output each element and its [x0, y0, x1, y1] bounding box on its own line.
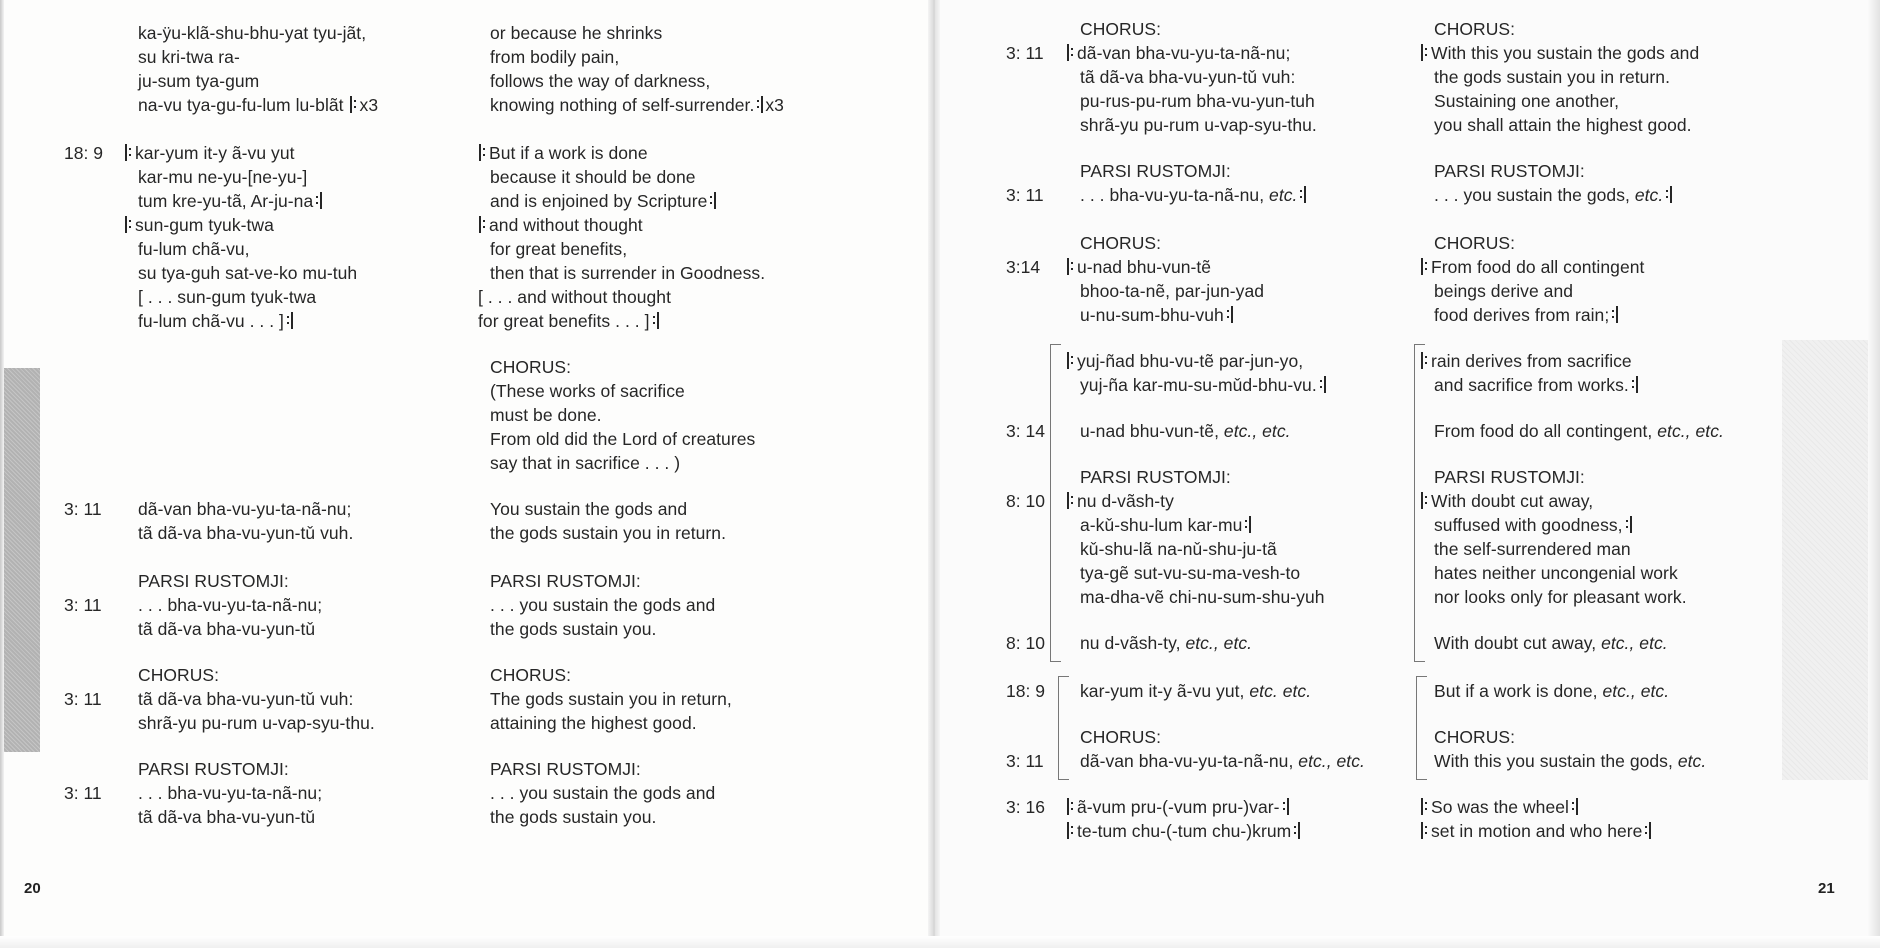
english-line: hates neither uncongenial work [1434, 563, 1678, 583]
left-gray-tab [0, 368, 40, 752]
bracket-translit-a [1050, 344, 1061, 662]
translit-line: pu-rus-pu-rum bha-vu-yun-tuh [1080, 91, 1315, 111]
translit-line: na-vu tya-gu-fu-lum lu-blãt x3 [138, 95, 379, 115]
english-line: from bodily pain, [490, 47, 620, 67]
translit-line: bhoo-ta-nẽ, par-jun-yad [1080, 281, 1265, 301]
translit-line: kar-yum it-y ã-vu yut [124, 142, 295, 166]
book-gutter [928, 0, 940, 948]
speaker-label: CHORUS: [1080, 233, 1162, 253]
english-line: and is enjoined by Scripture [490, 190, 718, 214]
translit-line: dã-van bha-vu-yu-ta-nã-nu, etc., etc. [1080, 751, 1365, 771]
english-line: and without thought [478, 214, 643, 238]
speaker-label: CHORUS: [138, 665, 220, 685]
speaker-label: CHORUS: [490, 357, 572, 377]
speaker-label: PARSI RUSTOMJI: [1080, 467, 1231, 487]
english-line: you shall attain the highest good. [1434, 115, 1692, 135]
english-line: the gods sustain you. [490, 619, 657, 639]
translit-line: [ . . . sun-gum tyuk-twa [138, 287, 317, 307]
translit-line: kar-mu ne-yu-[ne-yu-] [138, 167, 308, 187]
english-line: follows the way of darkness, [490, 71, 711, 91]
english-line: With doubt cut away, etc., etc. [1434, 633, 1668, 653]
english-line: With doubt cut away, [1420, 490, 1593, 514]
english-line: set in motion and who here [1420, 820, 1653, 844]
translit-line: fu-lum chã-vu, [138, 239, 250, 259]
translit-line: shrã-yu pu-rum u-vap-syu-thu. [138, 713, 375, 733]
english-line: say that in sacrifice . . . ) [490, 453, 681, 473]
english-line: the gods sustain you in return. [1434, 67, 1670, 87]
translit-line: u-nu-sum-bhu-vuh [1080, 304, 1235, 328]
english-line: food derives from rain; [1434, 304, 1620, 328]
translit-line: ma-dha-vẽ chi-nu-sum-shu-yuh [1080, 587, 1325, 607]
translit-line: ka-ÿu-klã-shu-bhu-yat tyu-jãt, [138, 23, 367, 43]
translit-line: tum kre-yu-tã, Ar-ju-na [138, 190, 324, 214]
translit-line: . . . bha-vu-yu-ta-nã-nu; [138, 783, 323, 803]
verse-ref: 18: 9 [1006, 681, 1045, 701]
english-line: and sacrifice from works. [1434, 374, 1640, 398]
speaker-label: PARSI RUSTOMJI: [1434, 467, 1585, 487]
speaker-label: CHORUS: [1080, 727, 1162, 747]
translit-line: a-kǔ-shu-lum kar-mu [1080, 514, 1253, 538]
translit-line: tã dã-va bha-vu-yun-tǔ [138, 807, 316, 827]
speaker-label: CHORUS: [490, 665, 572, 685]
english-line: From food do all contingent [1420, 256, 1644, 280]
verse-ref: 3: 11 [1006, 43, 1044, 63]
translit-line: . . . bha-vu-yu-ta-nã-nu; [138, 595, 323, 615]
english-line: because it should be done [490, 167, 696, 187]
english-line: nor looks only for pleasant work. [1434, 587, 1687, 607]
verse-ref: 3: 16 [1006, 797, 1045, 817]
translit-line: dã-van bha-vu-yu-ta-nã-nu; [1066, 42, 1290, 66]
english-line: . . . you sustain the gods, etc. [1434, 184, 1674, 208]
english-line: The gods sustain you in return, [490, 689, 732, 709]
translit-line: nu d-vãsh-ty [1066, 490, 1174, 514]
translit-line: u-nad bhu-vun-tẽ, etc., etc. [1080, 421, 1291, 441]
english-line: But if a work is done, etc., etc. [1434, 681, 1670, 701]
verse-ref: 8: 10 [1006, 491, 1045, 511]
translit-line: tã dã-va bha-vu-yun-tǔ [138, 619, 316, 639]
english-line: But if a work is done [478, 142, 648, 166]
english-line: beings derive and [1434, 281, 1574, 301]
left-page-number: 20 [24, 880, 41, 897]
right-page-edge [1868, 0, 1880, 948]
english-line: rain derives from sacrifice [1420, 350, 1632, 374]
translit-line: sun-gum tyuk-twa [124, 214, 274, 238]
translit-line: shrã-yu pu-rum u-vap-syu-thu. [1080, 115, 1317, 135]
speaker-label: PARSI RUSTOMJI: [138, 759, 289, 779]
translit-line: ju-sum tya-gum [138, 71, 260, 91]
speaker-label: PARSI RUSTOMJI: [490, 759, 641, 779]
english-line: suffused with goodness, [1434, 514, 1634, 538]
translit-line: yuj-ñad bhu-vu-tẽ par-jun-yo, [1066, 350, 1303, 374]
english-line: . . . you sustain the gods and [490, 783, 716, 803]
translit-line: u-nad bhu-vun-tẽ [1066, 256, 1211, 280]
translit-line: tã dã-va bha-vu-yun-tǔ vuh: [138, 689, 354, 709]
translit-line: te-tum chu-(-tum chu-)krum [1066, 820, 1302, 844]
speaker-label: CHORUS: [1434, 727, 1516, 747]
speaker-label: PARSI RUSTOMJI: [138, 571, 289, 591]
english-line: With this you sustain the gods, etc. [1434, 751, 1707, 771]
english-line: or because he shrinks [490, 23, 663, 43]
english-line: From food do all contingent, etc., etc. [1434, 421, 1724, 441]
verse-ref: 3:14 [1006, 257, 1041, 277]
english-line: . . . you sustain the gods and [490, 595, 716, 615]
english-line: for great benefits . . . ] [478, 310, 661, 334]
english-line: [ . . . and without thought [478, 287, 672, 307]
translit-line: nu d-vãsh-ty, etc., etc. [1080, 633, 1253, 653]
right-page-number: 21 [1818, 880, 1835, 897]
left-page-edge [0, 0, 4, 948]
translit-line: . . . bha-vu-yu-ta-nã-nu, etc. [1080, 184, 1308, 208]
translit-line: tã dã-va bha-vu-yun-tǔ vuh: [1080, 67, 1296, 87]
english-line: the gods sustain you in return. [490, 523, 726, 543]
translit-line: tã dã-va bha-vu-yun-tǔ vuh. [138, 523, 354, 543]
english-line: You sustain the gods and [490, 499, 688, 519]
speaker-label: CHORUS: [1434, 233, 1516, 253]
english-line: the gods sustain you. [490, 807, 657, 827]
translit-line: su tya-guh sat-ve-ko mu-tuh [138, 263, 358, 283]
translit-line: ã-vum pru-(-vum pru-)var- [1066, 796, 1291, 820]
english-line: So was the wheel [1420, 796, 1580, 820]
verse-ref: 18: 9 [64, 143, 103, 163]
english-line: (These works of sacrifice [490, 381, 685, 401]
verse-ref: 3: 11 [1006, 185, 1044, 205]
verse-ref: 8: 10 [1006, 633, 1045, 653]
verse-ref: 3: 11 [1006, 751, 1044, 771]
english-line: for great benefits, [490, 239, 628, 259]
translit-line: tya-gẽ sut-vu-su-ma-vesh-to [1080, 563, 1301, 583]
speaker-label: CHORUS: [1080, 19, 1162, 39]
translit-line: su kri-twa ra- [138, 47, 240, 67]
speaker-label: PARSI RUSTOMJI: [490, 571, 641, 591]
verse-ref: 3: 11 [64, 689, 102, 709]
translit-line: yuj-ña kar-mu-su-mǔd-bhu-vu. [1080, 374, 1328, 398]
bracket-english-b [1416, 676, 1427, 780]
speaker-label: CHORUS: [1434, 19, 1516, 39]
english-line: the self-surrendered man [1434, 539, 1631, 559]
english-line: attaining the highest good. [490, 713, 697, 733]
right-gray-tab [1782, 340, 1880, 780]
translit-line: kar-yum it-y ã-vu yut, etc. etc. [1080, 681, 1312, 701]
translit-line: fu-lum chã-vu . . . ] [138, 310, 295, 334]
verse-ref: 3: 11 [64, 595, 102, 615]
english-line: With this you sustain the gods and [1420, 42, 1699, 66]
english-line: must be done. [490, 405, 602, 425]
bracket-translit-b [1058, 676, 1069, 780]
translit-line: kǔ-shu-lã na-nǔ-shu-ju-tã [1080, 539, 1277, 559]
bottom-page-edge [0, 936, 1880, 948]
english-line: knowing nothing of self-surrender. x3 [490, 95, 784, 115]
translit-line: dã-van bha-vu-yu-ta-nã-nu; [138, 499, 352, 519]
verse-ref: 3: 11 [64, 499, 102, 519]
speaker-label: PARSI RUSTOMJI: [1434, 161, 1585, 181]
speaker-label: PARSI RUSTOMJI: [1080, 161, 1231, 181]
english-line: From old did the Lord of creatures [490, 429, 756, 449]
english-line: then that is surrender in Goodness. [490, 263, 766, 283]
verse-ref: 3: 14 [1006, 421, 1045, 441]
verse-ref: 3: 11 [64, 783, 102, 803]
english-line: Sustaining one another, [1434, 91, 1620, 111]
